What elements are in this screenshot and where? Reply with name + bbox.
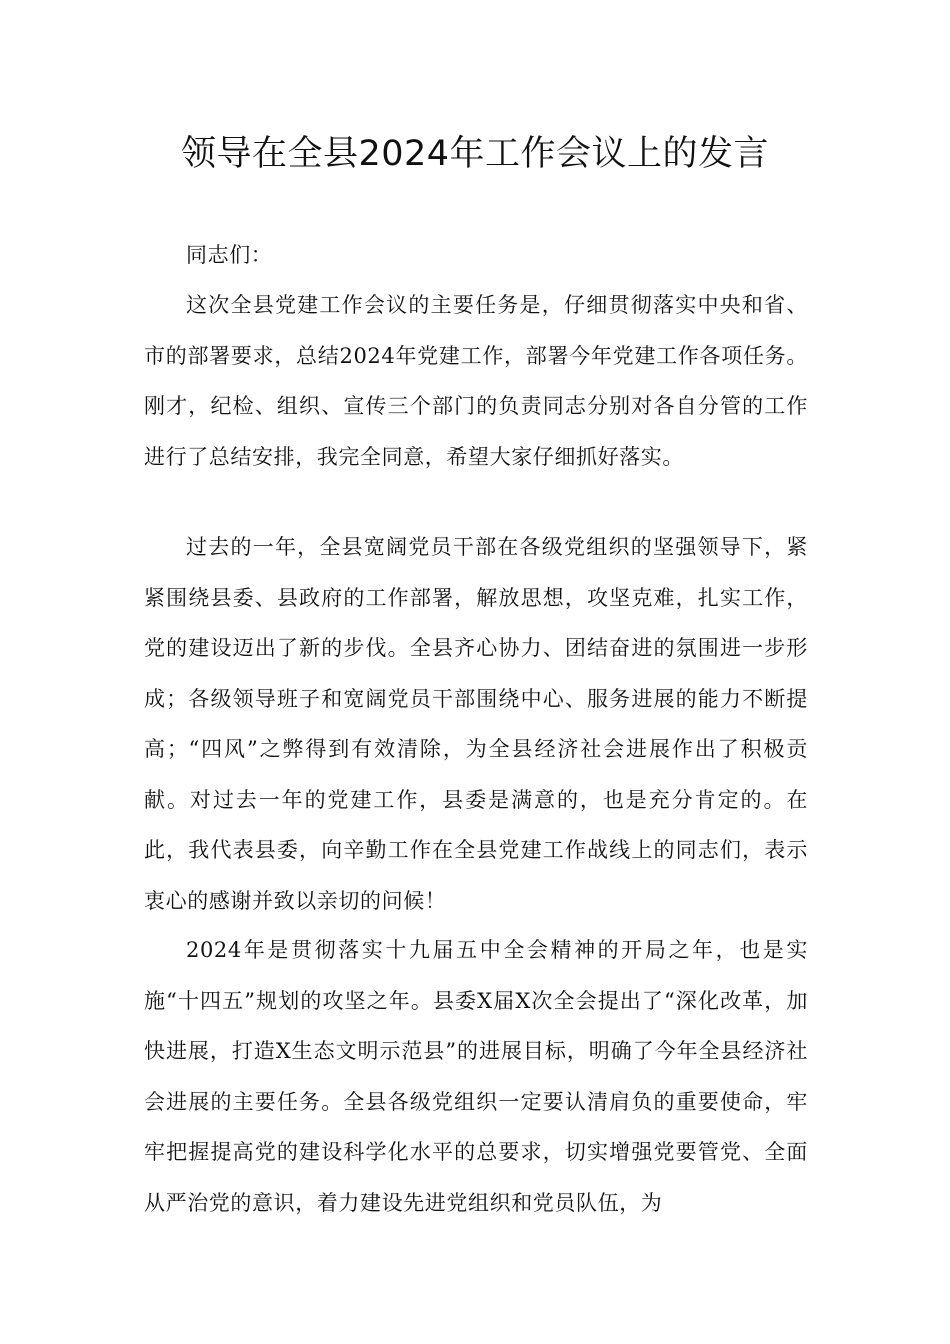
paragraph-2: 过去的一年，全县宽阔党员干部在各级党组织的坚强领导下，紧紧围绕县委、县政府的工作部署，解放思想，攻坚克难，扎实工作，党的建设迈出了新的步伐。全县齐心协力、团结奋进的氛围进一步形成；各级领导班子和宽阔党员干部围绕中心、服务进展的能力不断提高；“四风”之弊得到有效清除，为全县经济社会进展作出了积极贡献。对过去一年的党建工作，县委是满意的，也是充分肯定的。在此，我代表县委，向辛勤工作在全县党建工作战线上的同志们，表示衷心的感谢并致以亲切的问候！: [144, 535, 808, 913]
paragraph-3: 2024年是贯彻落实十九届五中全会精神的开局之年，也是实施“十四五”规划的攻坚之年。县委X届X次全会提出了“深化改革，加快进展，打造X生态文明示范县”的进展目标，明确了今年全县经济社会进展的主要任务。全县各级党组织一定要认清肩负的重要使命，牢牢把握提高党的建设科学化水平的总要求，切实增强党要管党、全面从严治党的意识，着力建设先进党组织和党员队伍，为: [144, 938, 808, 1215]
document-title: 领导在全县2024年工作会议上的发言: [180, 134, 770, 174]
salutation: 同志们：: [186, 243, 273, 267]
paragraph-1: 这次全县党建工作会议的主要任务是，仔细贯彻落实中央和省、市的部署要求，总结2024年党建工作，部署今年党建工作各项任务。刚才，纪检、组织、宣传三个部门的负责同志分别对各自分管的工作进行了总结安排，我完全同意，希望大家仔细抓好落实。: [144, 293, 808, 469]
